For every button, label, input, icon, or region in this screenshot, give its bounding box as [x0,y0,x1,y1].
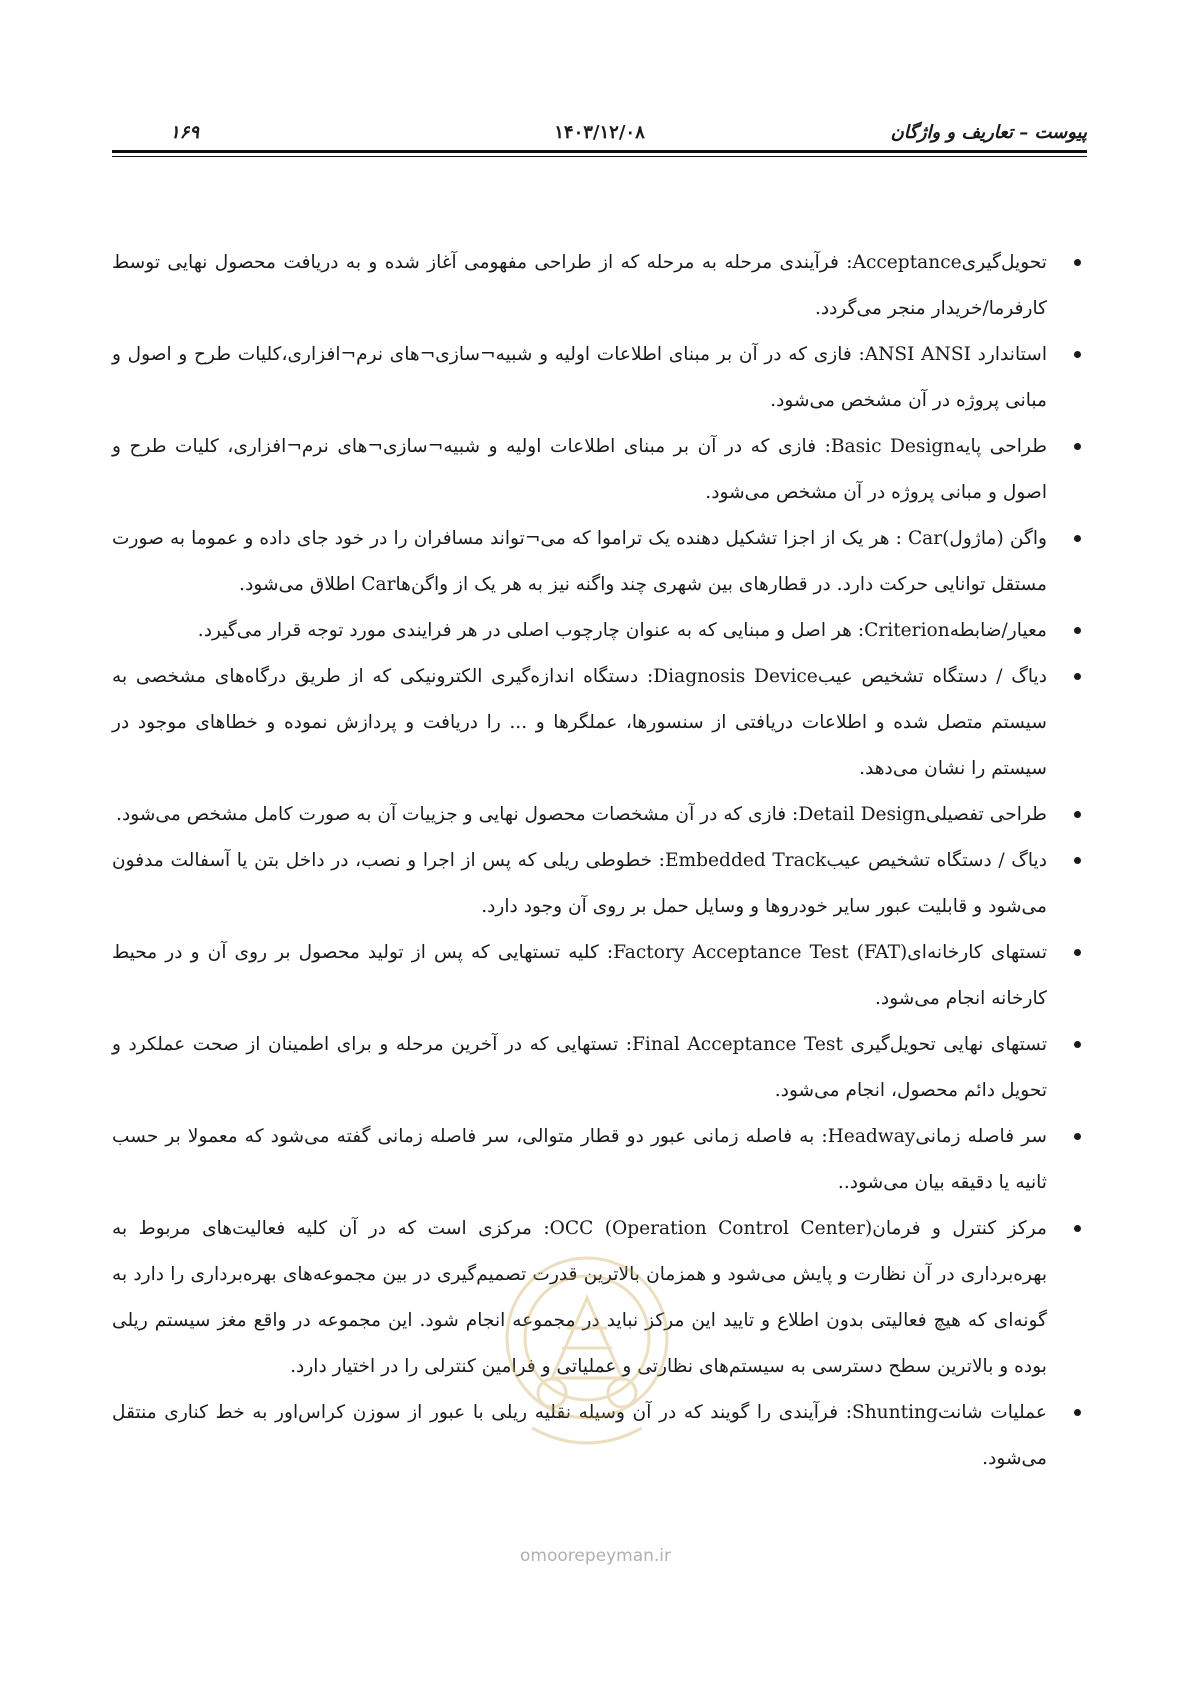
definition-text: طراحی تفصیلیDetail Design: فازی که در آن مشخصات محصول نهایی و جزییات آن به صورت کامل مشخص می‌شود. [116,804,1047,825]
bullet-icon [1074,811,1081,818]
bullet-icon [1074,1041,1081,1048]
definition-item [112,516,1087,608]
definition-item [112,930,1087,1022]
definition-text: مرکز کنترل و فرمان(OCC (Operation Control Center: مرکزی است که در آن کلیه فعالیت‌های مربوط به بهره‌برداری در آن نظارت و پایش می‌شود و همزمان بالاترین قدرت تصمیم‌گیری در بین مجموعه‌های بهره‌برداری را دارد به گونه‌ای که هیچ فعالیتی بدون اطلاع و تایید این مرکز نباید در مجموعه انجام شود. این مجموعه در واقع مغز سیستم ریلی بوده و بالاترین سطح دسترسی به سیستم‌های نظارتی و عملیاتی و فرامین کنترلی را در اختیار دارد. [112,1218,1047,1377]
header-rule-thick [112,150,1087,153]
bullet-icon [1074,673,1081,680]
definition-item [112,1114,1087,1206]
definition-item [112,1022,1087,1114]
page-number: ۱۶۹ [170,122,200,143]
definition-text: تحویل‌گیریAcceptance: فرآیندی مرحله به مرحله که از طراحی مفهومی آغاز شده و به دریافت محصول نهایی توسط کارفرما/خریدار منجر می‌گردد. [112,252,1047,319]
definition-item [112,654,1087,792]
bullet-icon [1074,443,1081,450]
definition-text: سر فاصله زمانیHeadway: به فاصله زمانی عبور دو قطار متوالی، سر فاصله زمانی گفته می‌شود که معمولا بر حسب ثانیه یا دقیقه بیان می‌شود.. [112,1126,1047,1193]
definition-text: تستهای نهایی تحویل‌گیری Final Acceptance Test: تستهایی که در آخرین مرحله و برای اطمینان از صحت عملکرد و تحویل دائم محصول، انجام می‌شود. [112,1034,1047,1101]
definition-text: استاندارد ANSI ANSI: فازی که در آن بر مبنای اطلاعات اولیه و شبیه¬سازی¬های نرم¬افزاری،کلیات طرح و اصول و مبانی پروژه در آن مشخص می‌شود. [112,344,1047,411]
definition-item [112,792,1087,838]
header-date: ۱۴۰۳/۱۲/۰۸ [554,122,645,143]
bullet-icon [1074,1133,1081,1140]
omoorepeyman-seal-icon [492,1228,682,1458]
definition-item [112,240,1087,332]
bullet-icon [1074,1409,1081,1416]
definition-item [112,838,1087,930]
header-rule-thin [112,156,1087,157]
definition-text: عملیات شانتShunting: فرآیندی را گویند که در آن وسیله نقلیه ریلی با عبور از سوزن کراس‌اور به خط کناری منتقل می‌شود. [112,1402,1047,1469]
bullet-icon [1074,627,1081,634]
definition-text: دیاگ / دستگاه تشخیص عیبDiagnosis Device: دستگاه اندازه‌گیری الکترونیکی که از طریق درگاه‌های مشخصی به سیستم متصل شده و اطلاعات دریافتی از سنسورها، عملگرها و ... را دریافت و پردازش نموده و خطاهای موجود در سیستم را نشان می‌دهد. [112,666,1047,779]
bullet-icon [1074,949,1081,956]
watermark-site: omoorepeyman.ir [519,1546,672,1566]
definition-item [112,608,1087,654]
bullet-icon [1074,1225,1081,1232]
definition-text: معیار/ضابطهCriterion: هر اصل و مبنایی که به عنوان چارچوب اصلی در هر فرایندی مورد توجه قرار می‌گیرد. [197,620,1047,641]
bullet-icon [1074,535,1081,542]
bullet-icon [1074,351,1081,358]
definition-text: واگن (ماژول)Car : هر یک از اجزا تشکیل دهنده یک تراموا که می¬تواند مسافران را در خود جای داده و عموما به صورت مستقل توانایی حرکت دارد. در قطارهای بین شهری چند واگنه نیز به هر یک از واگن‌هاCar اطلاق می‌شود. [112,528,1047,595]
section-title: پیوست – تعاریف و واژگان [890,122,1087,143]
definition-text: طراحی پایهBasic Design: فازی که در آن بر مبنای اطلاعات اولیه و شبیه¬سازی¬های نرم¬افزاری، کلیات طرح و اصول و مبانی پروژه در آن مشخص می‌شود. [112,436,1047,503]
bullet-icon [1074,259,1081,266]
definition-text: دیاگ / دستگاه تشخیص عیبEmbedded Track: خطوطی ریلی که پس از اجرا و نصب، در داخل بتن یا آسفالت مدفون می‌شود و قابلیت عبور سایر خودروها و وسایل حمل بر روی آن وجود دارد. [112,850,1048,917]
definition-item [112,424,1087,516]
definition-text: تستهای کارخانه‌ای(Factory Acceptance Test (FAT: کلیه تستهایی که پس از تولید محصول بر روی آن و در محیط کارخانه انجام می‌شود. [112,942,1047,1009]
bullet-icon [1074,857,1081,864]
definition-item [112,332,1087,424]
page-header [112,118,1087,150]
